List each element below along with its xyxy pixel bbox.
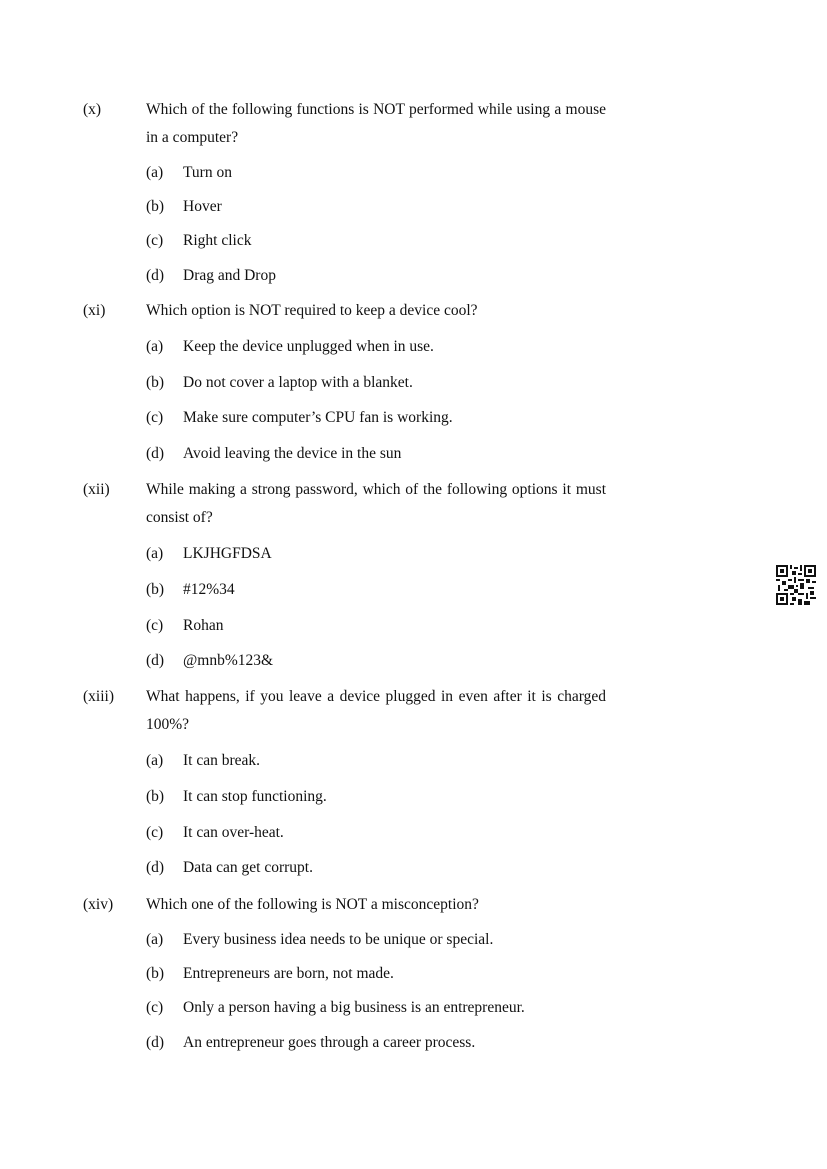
question-number: (xi) (83, 302, 106, 319)
option-text: Do not cover a laptop with a blanket. (183, 374, 413, 391)
option-label: (b) (146, 198, 165, 215)
option-text: Avoid leaving the device in the sun (183, 445, 402, 462)
question-number: (xii) (83, 481, 110, 498)
option-label: (b) (146, 788, 165, 805)
option-text: Rohan (183, 617, 224, 634)
question-text: While making a strong password, which of the following options it must consist of? (146, 481, 606, 526)
question-text: Which of the following functions is NOT performed while using a mouse in a computer? (146, 101, 606, 146)
qr-code-icon (776, 565, 816, 605)
option-label: (a) (146, 545, 164, 562)
option-label: (b) (146, 581, 165, 598)
question-number: (x) (83, 101, 102, 118)
question-text: What happens, if you leave a device plugged in even after it is charged 100%? (146, 688, 606, 733)
option-label: (c) (146, 617, 164, 634)
option-text: It can stop functioning. (183, 788, 327, 805)
option-text: Right click (183, 232, 252, 249)
option-text: An entrepreneur goes through a career process. (183, 1034, 476, 1051)
question-number: (xiv) (83, 896, 114, 913)
option-label: (d) (146, 652, 165, 669)
option-text: Every business idea needs to be unique or special. (183, 931, 494, 948)
option-text: #12%34 (183, 581, 235, 598)
option-label: (c) (146, 232, 164, 249)
option-text: Entrepreneurs are born, not made. (183, 965, 394, 982)
option-label: (b) (146, 374, 165, 391)
option-label: (c) (146, 409, 164, 426)
option-text: It can break. (183, 752, 261, 769)
option-label: (a) (146, 338, 164, 355)
option-label: (b) (146, 965, 165, 982)
option-text: Only a person having a big business is an entrepreneur. (183, 999, 525, 1016)
option-text: Data can get corrupt. (183, 859, 313, 876)
question-number: (xiii) (83, 688, 114, 705)
question-text: Which one of the following is NOT a misconception? (146, 896, 479, 913)
option-text: Keep the device unplugged when in use. (183, 338, 434, 355)
option-label: (d) (146, 859, 165, 876)
option-text: Drag and Drop (183, 267, 276, 284)
option-text: @mnb%123& (183, 652, 274, 669)
option-text: Make sure computer’s CPU fan is working. (183, 409, 453, 426)
option-text: LKJHGFDSA (183, 545, 272, 562)
option-label: (d) (146, 1034, 165, 1051)
option-label: (c) (146, 999, 164, 1016)
option-label: (a) (146, 164, 164, 181)
option-text: Hover (183, 198, 222, 215)
option-label: (a) (146, 931, 164, 948)
option-label: (a) (146, 752, 164, 769)
question-text: Which option is NOT required to keep a device cool? (146, 302, 478, 319)
option-label: (c) (146, 824, 164, 841)
option-label: (d) (146, 267, 165, 284)
option-text: Turn on (183, 164, 232, 181)
option-text: It can over-heat. (183, 824, 284, 841)
option-label: (d) (146, 445, 165, 462)
